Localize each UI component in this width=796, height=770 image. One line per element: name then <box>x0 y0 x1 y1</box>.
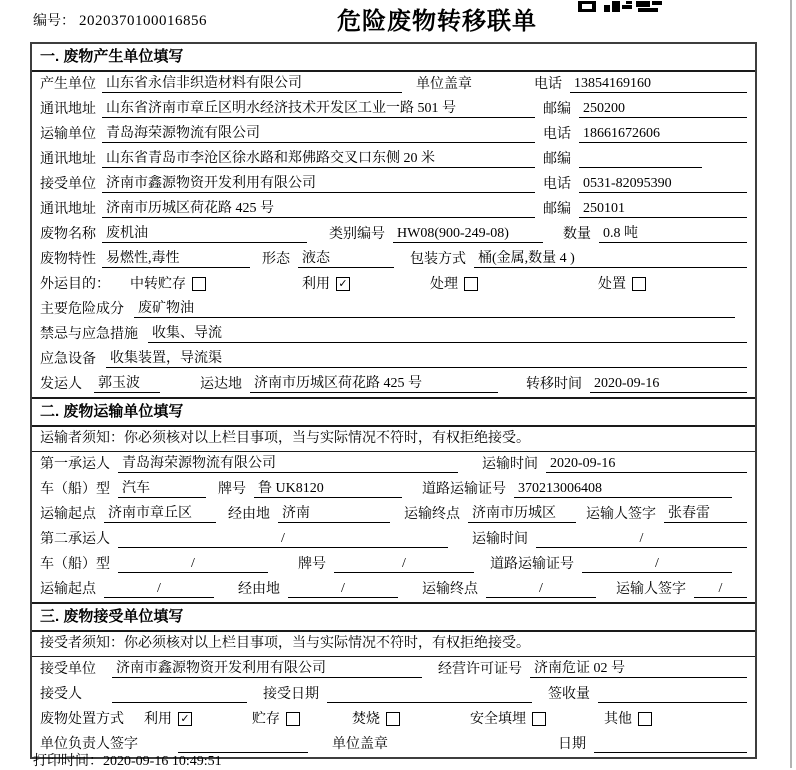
form-row <box>32 247 755 272</box>
field-value <box>104 580 214 598</box>
field-label: 运输人签字 <box>616 582 686 597</box>
field-value <box>594 736 747 753</box>
field-value-text: / <box>539 581 543 596</box>
field-value-text: 易燃性,毒性 <box>106 251 180 266</box>
check-glyph: ✓ <box>338 277 348 290</box>
checkbox-icon <box>192 277 206 291</box>
field-value-text: 13854169160 <box>574 76 651 91</box>
field-label: 形态 <box>262 252 290 267</box>
field-value-text: 济南市历城区 <box>472 506 556 521</box>
field-value-text: 郭玉波 <box>98 376 140 391</box>
section-note: 运输者须知：你必须核对以上栏目事项，当与实际情况不符时，有权拒绝接受。 <box>32 427 755 452</box>
form-row <box>32 657 755 682</box>
field-value-text: / <box>402 556 406 571</box>
field-value <box>598 686 747 703</box>
field-label: 主要危险成分 <box>40 302 124 317</box>
checkbox-item <box>470 711 546 728</box>
field-value-text: / <box>655 556 659 571</box>
field-value <box>590 375 747 393</box>
field-label: 邮编 <box>543 202 571 217</box>
doc-number-label: 编号： <box>33 14 75 29</box>
form-row <box>32 72 755 97</box>
field-value <box>288 580 398 598</box>
form-section <box>32 397 755 602</box>
field-value <box>104 505 216 523</box>
field-label: 运输时间 <box>482 457 538 472</box>
field-value <box>514 480 732 498</box>
field-label: 运输起点 <box>40 507 96 522</box>
field-value <box>474 250 747 268</box>
checkbox-item <box>302 276 350 293</box>
field-label: 道路运输证号 <box>422 482 506 497</box>
form-row <box>32 552 755 577</box>
field-value <box>102 150 535 168</box>
field-value <box>298 250 394 268</box>
field-value-text: 青岛海荣源物流有限公司 <box>106 126 260 141</box>
field-label: 发运人 <box>40 377 82 392</box>
form-row <box>32 322 755 347</box>
field-value <box>102 175 535 193</box>
form-section <box>32 602 755 757</box>
field-label: 运输单位 <box>40 127 96 142</box>
check-glyph: ✓ <box>180 712 190 725</box>
field-value <box>579 100 747 118</box>
field-label: 运输终点 <box>422 582 478 597</box>
field-value-text: 鲁 UK8120 <box>258 481 324 496</box>
form-row <box>32 147 755 172</box>
field-value-text: 桶(金属,数量 4 ) <box>478 251 575 266</box>
checkbox-label: 利用 <box>302 277 330 292</box>
field-value-text: 收集装置，导流渠 <box>110 351 222 366</box>
field-value-text: / <box>341 581 345 596</box>
section-title: 一. 废物产生单位填写 <box>32 44 755 72</box>
field-label: 单位盖章 <box>332 737 388 752</box>
field-label: 经营许可证号 <box>438 662 522 677</box>
field-value <box>102 225 307 243</box>
field-label: 签收量 <box>548 687 590 702</box>
field-value <box>118 555 268 573</box>
checkbox-item <box>430 276 478 293</box>
field-value <box>536 530 747 548</box>
field-value-text: / <box>157 581 161 596</box>
field-value <box>582 555 732 573</box>
checkbox-label: 安全填埋 <box>470 712 526 727</box>
field-value-text: 山东省永信非织造材料有限公司 <box>106 76 302 91</box>
checkbox-item <box>144 711 192 728</box>
checkbox-checked-icon <box>336 277 350 291</box>
form-row <box>32 347 755 372</box>
checkbox-item <box>604 711 652 728</box>
field-value-text: 液态 <box>302 251 330 266</box>
field-label: 运输终点 <box>404 507 460 522</box>
field-value <box>393 225 543 243</box>
field-value-text: / <box>639 531 644 546</box>
field-value <box>570 75 747 93</box>
section-note: 接受者须知：你必须核对以上栏目事项，当与实际情况不符时，有权拒绝接受。 <box>32 632 755 657</box>
field-value <box>694 580 747 598</box>
field-label: 类别编号 <box>329 227 385 242</box>
form-row <box>32 452 755 477</box>
field-value-text: 250200 <box>583 101 625 116</box>
checkbox-icon <box>286 712 300 726</box>
field-label: 日期 <box>558 737 586 752</box>
field-label: 产生单位 <box>40 77 96 92</box>
field-label: 邮编 <box>543 102 571 117</box>
field-value-text: 18661672606 <box>583 126 660 141</box>
field-label: 运输起点 <box>40 582 96 597</box>
form-row <box>32 707 755 732</box>
form-row <box>32 372 755 397</box>
field-value-text: / <box>281 531 285 546</box>
field-value-text: HW08(900-249-08) <box>397 226 509 241</box>
checkbox-item <box>352 711 400 728</box>
field-label: 通讯地址 <box>40 152 96 167</box>
field-value <box>102 125 535 143</box>
form-section <box>32 44 755 397</box>
field-value-text: 废矿物油 <box>138 301 194 316</box>
field-value <box>148 325 747 343</box>
field-value-text: 废机油 <box>106 226 148 241</box>
field-value <box>94 375 160 393</box>
field-value <box>118 530 448 548</box>
checkbox-icon <box>386 712 400 726</box>
field-label: 邮编 <box>543 152 571 167</box>
field-label: 废物处置方式 <box>40 712 124 727</box>
doc-number <box>33 10 207 30</box>
field-value <box>334 555 474 573</box>
field-value <box>486 580 596 598</box>
field-value-text: 0.8 吨 <box>603 226 638 241</box>
print-time <box>33 750 222 770</box>
section-title: 三. 废物接受单位填写 <box>32 604 755 632</box>
field-value-text: 济南市历城区荷花路 425 号 <box>106 201 274 216</box>
field-value-text: 济南市鑫源物资开发利用有限公司 <box>116 661 326 676</box>
checkbox-label: 处理 <box>430 277 458 292</box>
field-label: 运输时间 <box>472 532 528 547</box>
print-time-value: 2020-09-16 10:49:51 <box>103 754 222 769</box>
form-row <box>32 682 755 707</box>
field-value-text: 370213006408 <box>518 481 602 496</box>
field-value-text: 济南危证 02 号 <box>534 661 625 676</box>
field-label: 经由地 <box>228 507 270 522</box>
manifest-form-table <box>30 42 757 759</box>
field-value <box>118 455 458 473</box>
field-label: 接受日期 <box>263 687 319 702</box>
field-value-text: 张春雷 <box>668 506 710 521</box>
field-value <box>599 225 747 243</box>
field-value <box>106 350 747 368</box>
checkbox-icon <box>632 277 646 291</box>
field-value-text: 250101 <box>583 201 625 216</box>
field-label: 车（船）型 <box>40 557 110 572</box>
field-value <box>102 250 250 268</box>
field-value <box>468 505 576 523</box>
field-value <box>134 300 735 318</box>
field-label: 通讯地址 <box>40 202 96 217</box>
field-value-text: 青岛海荣源物流有限公司 <box>122 456 276 471</box>
field-label: 单位盖章 <box>416 77 472 92</box>
field-value <box>327 686 532 703</box>
field-label: 接受人 <box>40 687 82 702</box>
form-row <box>32 297 755 322</box>
form-row <box>32 527 755 552</box>
form-row <box>32 272 755 297</box>
field-value-text: 汽车 <box>122 481 150 496</box>
form-row <box>32 577 755 602</box>
field-label: 废物名称 <box>40 227 96 242</box>
doc-number-value: 2020370100016856 <box>79 13 207 29</box>
form-row <box>32 502 755 527</box>
checkbox-label: 焚烧 <box>352 712 380 727</box>
field-label: 接受单位 <box>40 177 96 192</box>
field-value <box>579 151 702 168</box>
field-value <box>530 660 747 678</box>
form-row <box>32 172 755 197</box>
form-row <box>32 477 755 502</box>
field-label: 禁忌与应急措施 <box>40 327 138 342</box>
field-value-text: 2020-09-16 <box>550 456 616 471</box>
field-label: 牌号 <box>218 482 246 497</box>
field-value-text: 收集、导流 <box>152 326 222 341</box>
page-edge-line <box>790 0 792 768</box>
field-label: 第二承运人 <box>40 532 110 547</box>
field-label: 电话 <box>543 177 571 192</box>
checkbox-icon <box>532 712 546 726</box>
field-label: 电话 <box>543 127 571 142</box>
qr-code-fragment <box>578 0 664 18</box>
checkbox-checked-icon <box>178 712 192 726</box>
field-label: 第一承运人 <box>40 457 110 472</box>
checkbox-icon <box>464 277 478 291</box>
field-value-text: 济南市历城区荷花路 425 号 <box>254 376 422 391</box>
field-value-text: 山东省青岛市李沧区徐水路和郑佛路交叉口东侧 20 米 <box>106 151 435 166</box>
page-title: 危险废物转移联单 <box>337 9 537 35</box>
field-label: 外运目的： <box>40 277 110 292</box>
field-label: 接受单位 <box>40 662 96 677</box>
field-value <box>102 75 402 93</box>
field-value <box>278 505 390 523</box>
checkbox-label: 贮存 <box>252 712 280 727</box>
field-value-text: 0531-82095390 <box>583 176 672 191</box>
form-row <box>32 97 755 122</box>
field-value-text: 山东省济南市章丘区明水经济技术开发区工业一路 501 号 <box>106 101 456 116</box>
field-value <box>254 480 402 498</box>
checkbox-icon <box>638 712 652 726</box>
field-value <box>250 375 498 393</box>
field-label: 包装方式 <box>410 252 466 267</box>
field-value <box>664 505 747 523</box>
field-value <box>118 480 206 498</box>
field-label: 车（船）型 <box>40 482 110 497</box>
checkbox-label: 利用 <box>144 712 172 727</box>
field-value <box>112 686 247 703</box>
form-row <box>32 197 755 222</box>
field-value-text: 济南 <box>282 506 310 521</box>
field-value-text: 2020-09-16 <box>594 376 660 391</box>
field-label: 转移时间 <box>526 377 582 392</box>
field-label: 经由地 <box>238 582 280 597</box>
checkbox-label: 其他 <box>604 712 632 727</box>
field-value-text: / <box>718 581 723 596</box>
field-label: 电话 <box>534 77 562 92</box>
field-value <box>579 175 747 193</box>
checkbox-item <box>598 276 646 293</box>
field-value <box>546 455 747 473</box>
checkbox-item <box>252 711 300 728</box>
field-value-text: 济南市鑫源物资开发利用有限公司 <box>106 176 316 191</box>
field-value <box>112 660 422 678</box>
checkbox-label: 处置 <box>598 277 626 292</box>
field-label: 应急设备 <box>40 352 96 367</box>
field-value <box>102 100 535 118</box>
field-label: 运达地 <box>200 377 242 392</box>
field-label: 单位负责人签字 <box>40 737 138 752</box>
field-value-text: 济南市章丘区 <box>108 506 192 521</box>
field-label: 数量 <box>563 227 591 242</box>
field-label: 废物特性 <box>40 252 96 267</box>
form-row <box>32 122 755 147</box>
field-label: 牌号 <box>298 557 326 572</box>
checkbox-label: 中转贮存 <box>130 277 186 292</box>
print-time-label: 打印时间： <box>33 754 103 769</box>
checkbox-item <box>130 276 206 293</box>
field-value-text: / <box>191 556 195 571</box>
field-value <box>579 125 747 143</box>
field-label: 道路运输证号 <box>490 557 574 572</box>
field-label: 运输人签字 <box>586 507 656 522</box>
section-title: 二. 废物运输单位填写 <box>32 399 755 427</box>
form-row <box>32 222 755 247</box>
field-value <box>102 200 535 218</box>
field-label: 通讯地址 <box>40 102 96 117</box>
field-value <box>579 200 747 218</box>
